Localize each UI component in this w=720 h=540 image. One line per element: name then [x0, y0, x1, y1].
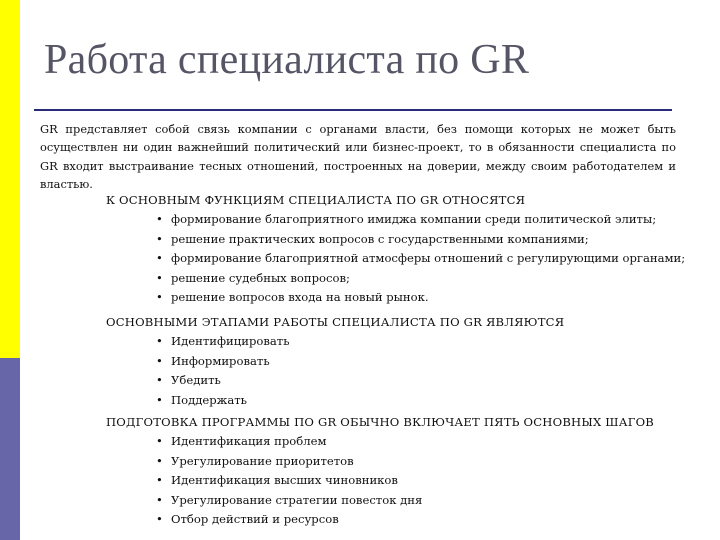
bullet-list — [106, 432, 720, 530]
intro-paragraph: GR представляет собой связь компании с органами власти, без помощи которых не может быть осуществлен ни один важнейший политический или бизнес-проект, то в обязанности специалиста по GR входит выстраивание тесных отношений, построенных на доверии, между своим работодателем и властью. — [40, 122, 676, 192]
accent-bar-top — [0, 0, 20, 358]
title-divider — [34, 109, 672, 111]
section-heading: ОСНОВНЫМИ ЭТАПАМИ РАБОТЫ СПЕЦИАЛИСТА ПО GR ЯВЛЯЮТСЯ — [106, 315, 565, 329]
program-steps-section — [106, 413, 720, 530]
list-item: • решение вопросов входа на новый рынок. — [156, 288, 720, 308]
list-item: • Идентификация высших чиновников — [156, 471, 720, 491]
list-item: • Идентифицировать — [156, 332, 720, 352]
functions-section — [106, 191, 720, 308]
slide-title: Работа специалиста по GR — [44, 37, 530, 83]
list-item: • Урегулирование стратегии повесток дня — [156, 491, 720, 511]
bullet-list — [106, 210, 720, 308]
list-item: • Идентификация проблем — [156, 432, 720, 452]
list-item: • решение судебных вопросов; — [156, 269, 720, 289]
accent-bar-bottom — [0, 358, 20, 540]
list-item: • решение практических вопросов с государственными компаниями; — [156, 230, 720, 250]
bullet-list — [106, 332, 720, 410]
section-heading: К ОСНОВНЫМ ФУНКЦИЯМ СПЕЦИАЛИСТА ПО GR ОТНОСЯТСЯ — [106, 193, 526, 207]
list-item: • формирование благоприятного имиджа компании среди политической элиты; — [156, 210, 720, 230]
list-item: • Поддержать — [156, 391, 720, 411]
list-item: • Отбор действий и ресурсов — [156, 510, 720, 530]
list-item: • Информировать — [156, 352, 720, 372]
list-item: • Урегулирование приоритетов — [156, 452, 720, 472]
list-item: • Убедить — [156, 371, 720, 391]
section-heading: ПОДГОТОВКА ПРОГРАММЫ ПО GR ОБЫЧНО ВКЛЮЧАЕТ ПЯТЬ ОСНОВНЫХ ШАГОВ — [106, 415, 655, 429]
stages-section — [106, 313, 720, 410]
list-item: • формирование благоприятной атмосферы отношений с регулирующими органами; — [156, 249, 720, 269]
